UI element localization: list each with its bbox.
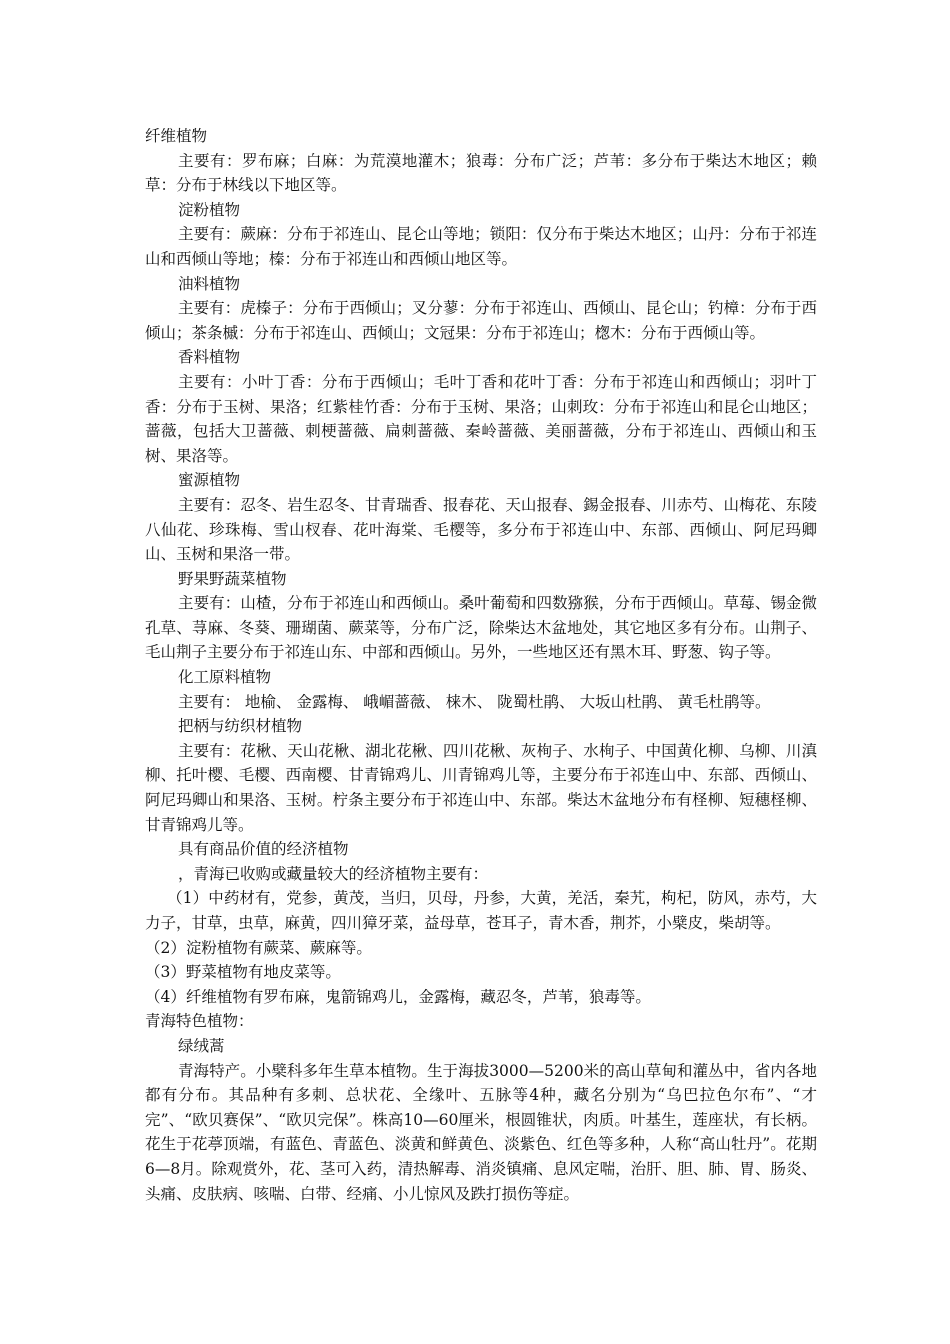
heading-commercial-economic-plants: 具有商品价值的经济植物 [178, 840, 349, 859]
paragraph-spice-plants: 主要有：小叶丁香：分布于西倾山；毛叶丁香和花叶丁香：分布于祁连山和西倾山；羽叶丁香：分布于玉树、果洛；红紫桂竹香：分布于玉树、果洛；山刺玫：分布于祁连山和昆仑山地区；蔷薇，包括大卫蔷薇、刺梗蔷薇、扁刺蔷薇、秦岭蔷薇、美丽蔷薇，分布于祁连山、西倾山和玉树、果洛等。 [145, 372, 817, 465]
heading-meconopsis: 绿绒蒿 [178, 1036, 225, 1055]
paragraph-chemical-material-plants: 主要有： 地榆、 金露梅、 峨嵋蔷薇、 梾木、 陇蜀杜鹃、 大坂山杜鹃、 黄毛杜鹃等。 [178, 692, 771, 711]
heading-oil-plants: 油料植物 [178, 274, 241, 293]
list-item-starch: （2）淀粉植物有蕨菜、蕨麻等。 [145, 938, 372, 957]
heading-qinghai-characteristic-plants: 青海特色植物： [145, 1012, 254, 1031]
paragraph-fiber-plants: 主要有：罗布麻；白麻：为荒漠地灌木；狼毒：分布广泛；芦苇：多分布于柴达木地区；赖草：分布于林线以下地区等。 [145, 151, 817, 195]
paragraph-oil-plants: 主要有：虎榛子：分布于西倾山；叉分蓼：分布于祁连山、西倾山、昆仑山；钓樟：分布于西倾山；茶条槭：分布于祁连山、西倾山；文冠果：分布于祁连山；楤木：分布于西倾山等。 [145, 299, 817, 342]
heading-chemical-material-plants: 化工原料植物 [178, 668, 272, 687]
paragraph-starch-plants: 主要有：蕨麻：分布于祁连山、昆仑山等地；锁阳：仅分布于柴达木地区；山丹：分布于祁连山和西倾山等地；榛：分布于祁连山和西倾山地区等。 [145, 225, 817, 268]
list-item-medicinal: （1）中药材有，党参，黄茂，当归，贝母，丹参，大黄，羌活，秦艽，枸杞，防风，赤芍，大力子，甘草，虫草，麻黄，四川獐牙菜，益母草，苍耳子，青木香，荆芥，小檗皮，柴胡等。 [145, 889, 817, 932]
heading-wild-fruit-vegetable-plants: 野果野蔬菜植物 [178, 569, 287, 588]
list-item-fiber: （4）纤维植物有罗布麻，鬼箭锦鸡儿，金露梅，藏忍冬，芦苇，狼毒等。 [145, 987, 651, 1006]
paragraph-handle-weaving-plants: 主要有：花楸、天山花楸、湖北花楸、四川花楸、灰栒子、水栒子、中国黄化柳、乌柳、川滇柳、托叶樱、毛樱、西南樱、甘青锦鸡儿、川青锦鸡儿等，主要分布于祁连山中、东部、西倾山、阿尼玛卿山和果洛、玉树。柠条主要分布于祁连山中、东部。柴达木盆地分布有柽柳、短穗柽柳、甘青锦鸡儿等。 [145, 741, 817, 834]
heading-starch-plants: 淀粉植物 [178, 200, 241, 219]
paragraph-nectar-plants: 主要有：忍冬、岩生忍冬、甘青瑞香、报春花、天山报春、錫金报春、川赤芍、山梅花、东陵八仙花、珍珠梅、雪山杈春、花叶海棠、毛樱等，多分布于祁连山中、东部、西倾山、阿尼玛卿山、玉树和果洛一带。 [145, 495, 817, 564]
paragraph-commercial-intro: ，青海已收购或藏量较大的经济植物主要有： [178, 864, 489, 883]
document-body [145, 124, 817, 1206]
heading-handle-weaving-plants: 把柄与纺织材植物 [178, 717, 303, 736]
heading-nectar-plants: 蜜源植物 [178, 471, 241, 490]
list-item-wild-vegetable: （3）野菜植物有地皮菜等。 [145, 963, 341, 982]
heading-fiber-plants: 纤维植物 [145, 127, 208, 145]
heading-spice-plants: 香料植物 [178, 348, 241, 367]
paragraph-wild-fruit-vegetable-plants: 主要有：山楂，分布于祁连山和西倾山。桑叶葡萄和四数猕猴，分布于西倾山。草莓、锡金微孔草、荨麻、冬葵、珊瑚菌、蕨菜等，分布广泛，除柴达木盆地处，其它地区多有分布。山荆子、毛山荆子主要分布于祁连山东、中部和西倾山。另外，一些地区还有黑木耳、野葱、钩子等。 [145, 594, 817, 662]
paragraph-meconopsis: 青海特产。小檗科多年生草本植物。生于海拔3000—5200米的高山草甸和灌丛中，省内各地都有分布。其品种有多刺、总状花、全缘叶、五脉等4种，藏名分别为“乌巴拉色尔布”、“才完”、“欧贝赛保”、“欧贝完保”。株高10—60厘米，根圆锥状，肉质。叶基生，莲座状，有长柄。花生于花葶顶端，有蓝色、青蓝色、淡黄和鲜黄色、淡紫色、红色等多种，人称“高山牡丹”。花期6—8月。除观赏外，花、茎可入药，清热解毒、消炎镇痛、息风定喘，治肝、胆、肺、胃、肠炎、头痛、皮肤病、咳喘、白带、经痛、小儿惊风及跌打损伤等症。 [145, 1061, 817, 1203]
